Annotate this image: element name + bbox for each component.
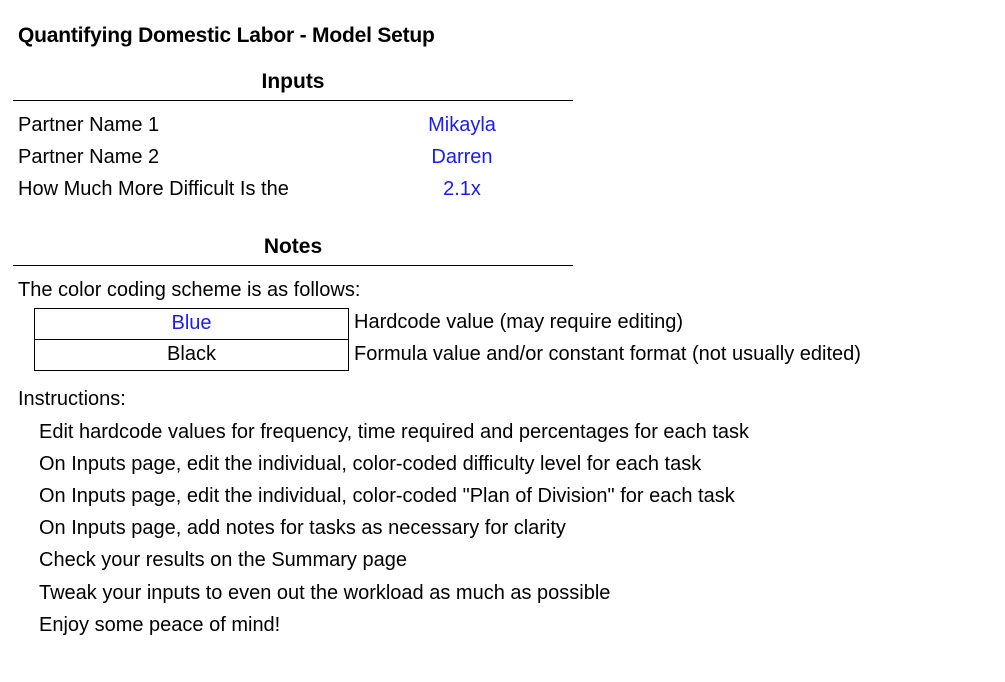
- notes-divider: [13, 265, 573, 266]
- difficulty-multiplier-value[interactable]: 2.1x: [443, 178, 481, 200]
- instruction-item: On Inputs page, add notes for tasks as necessary for clarity: [39, 517, 566, 539]
- partner-name-1-label: Partner Name 1: [18, 114, 160, 136]
- instruction-item: On Inputs page, edit the individual, color-coded difficulty level for each task: [39, 453, 702, 475]
- inputs-heading: Inputs: [261, 70, 325, 93]
- legend-swatch-black: Black: [34, 340, 349, 371]
- page-title: Quantifying Domestic Labor - Model Setup: [18, 24, 435, 47]
- legend-description-blue: Hardcode value (may require editing): [354, 311, 684, 333]
- inputs-divider: [13, 100, 573, 101]
- partner-name-2-label: Partner Name 2: [18, 146, 160, 168]
- instruction-item: Enjoy some peace of mind!: [39, 614, 281, 636]
- instruction-item: On Inputs page, edit the individual, color-coded "Plan of Division" for each task: [39, 485, 735, 507]
- instruction-item: Check your results on the Summary page: [39, 549, 407, 571]
- instructions-heading: Instructions:: [18, 388, 126, 410]
- instruction-item: Edit hardcode values for frequency, time required and percentages for each task: [39, 421, 750, 443]
- partner-name-1-value[interactable]: Mikayla: [428, 114, 496, 136]
- notes-heading: Notes: [263, 235, 323, 258]
- partner-name-2-value[interactable]: Darren: [431, 146, 493, 168]
- color-coding-intro: The color coding scheme is as follows:: [18, 279, 361, 301]
- instruction-item: Tweak your inputs to even out the workload as much as possible: [39, 582, 611, 604]
- legend-description-black: Formula value and/or constant format (not usually edited): [354, 343, 861, 365]
- legend-swatch-blue: Blue: [34, 308, 349, 340]
- difficulty-multiplier-label: How Much More Difficult Is the: [18, 178, 289, 200]
